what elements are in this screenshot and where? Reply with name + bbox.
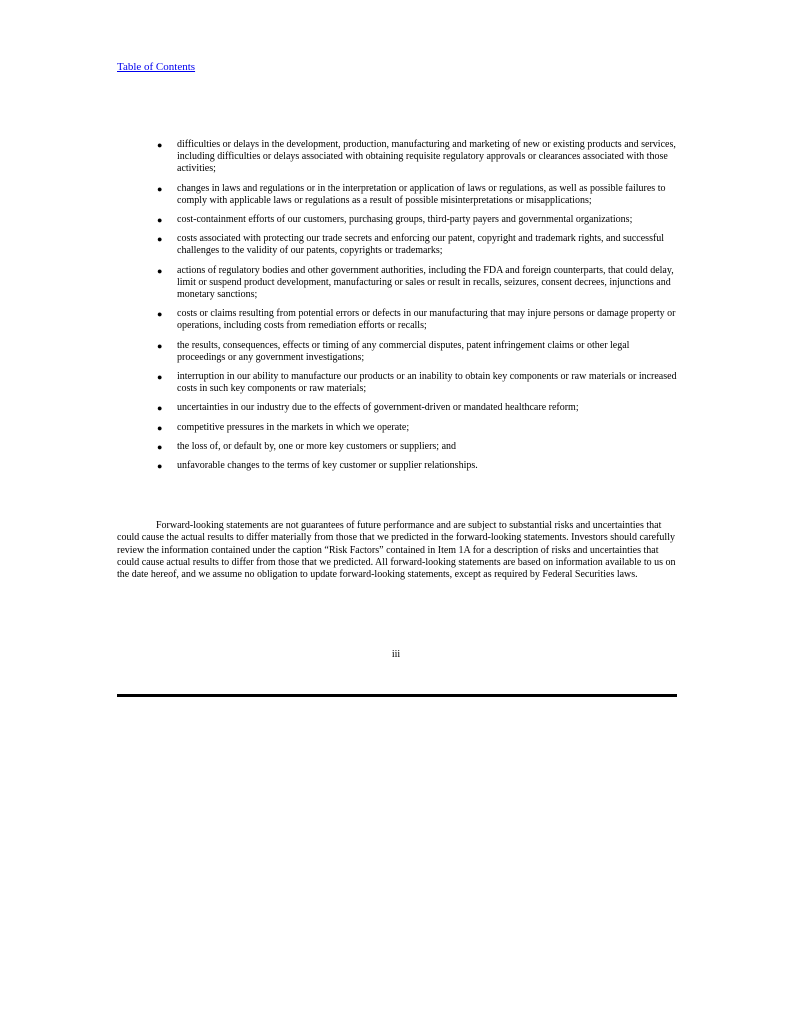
page-divider [117, 694, 677, 697]
list-item-text: competitive pressures in the markets in which we operate; [177, 421, 410, 433]
list-item [117, 183, 677, 207]
table-of-contents-link[interactable]: Table of Contents [117, 61, 196, 73]
bullet-icon: ● [157, 309, 163, 320]
list-item-text: costs associated with protecting our trade secrets and enforcing our patent, copyright and trademark rights, and successful challenges to the validity of our patents, copyrights or trademarks; [177, 233, 665, 257]
list-item [117, 233, 677, 257]
list-item-text: costs or claims resulting from potential errors or defects in our manufacturing that may injure persons or damage property or operations, including costs from remediation efforts or recalls; [177, 308, 676, 332]
list-item [117, 265, 677, 302]
list-item-text: actions of regulatory bodies and other government authorities, including the FDA and foreign counterparts, that could delay, limit or suspend product development, manufacturing or sales or result in recalls, seizures, consent decrees, injunctions and monetary sanctions; [177, 264, 674, 301]
list-item [117, 402, 677, 414]
list-item [117, 308, 677, 332]
bullet-icon: ● [157, 403, 163, 414]
bullet-icon: ● [157, 215, 163, 226]
page-number: iii [391, 649, 401, 660]
list-item-text: the loss of, or default by, one or more key customers or suppliers; and [177, 440, 457, 452]
list-item [117, 139, 677, 176]
list-item-text: difficulties or delays in the development, production, manufacturing and marketing of new or existing products and services, including difficulties or delays associated with obtaining requisite regulatory approvals or clearances associated with those activities; [177, 139, 676, 175]
bullet-icon: ● [157, 441, 163, 452]
list-item [117, 371, 677, 395]
list-item-text: uncertainties in our industry due to the effects of government-driven or mandated healthcare reform; [177, 402, 579, 414]
list-item-text: unfavorable changes to the terms of key customer or supplier relationships. [177, 460, 478, 472]
list-item-text: interruption in our ability to manufacture our products or an inability to obtain key components or raw materials or increased costs in such key components or raw materials; [177, 371, 677, 395]
bullet-icon: ● [157, 234, 163, 245]
bullet-icon: ● [157, 140, 163, 150]
bullet-icon: ● [157, 340, 163, 351]
list-item-text: cost-containment efforts of our customers, purchasing groups, third-party payers and governmental organizations; [177, 214, 633, 226]
bullet-icon: ● [157, 372, 163, 383]
list-item [117, 422, 677, 434]
list-item [117, 214, 677, 226]
forward-looking-risk-list [117, 139, 677, 479]
bullet-icon: ● [157, 265, 163, 276]
bullet-icon: ● [157, 422, 163, 433]
bullet-icon: ● [157, 183, 163, 194]
list-item [117, 340, 677, 364]
bullet-icon: ● [157, 461, 163, 472]
list-item-text: changes in laws and regulations or in the interpretation or application of laws or regulations, as well as possible failures to comply with applicable laws or regulations as a result of possible misinterpretations or misapplications; [177, 182, 666, 206]
list-item-text: the results, consequences, effects or timing of any commercial disputes, patent infringement claims or other legal proceedings or any government investigations; [177, 339, 630, 363]
list-item [117, 441, 677, 453]
list-item [117, 460, 677, 472]
forward-looking-statement-paragraph: Forward-looking statements are not guarantees of future performance and are subject to substantial risks and uncertainties that could cause the actual results to differ materially from those that we predicted in the forward-looking statements. Investors should carefully review the information contained under the caption “Risk Factors” contained in Item 1A for a description of risks and uncertainties that could cause actual results to differ from those that we predicted. All forward-looking statements are based on information available to us on the date hereof, and we assume no obligation to update forward-looking statements, except as required by Federal Securities laws. [117, 520, 676, 581]
